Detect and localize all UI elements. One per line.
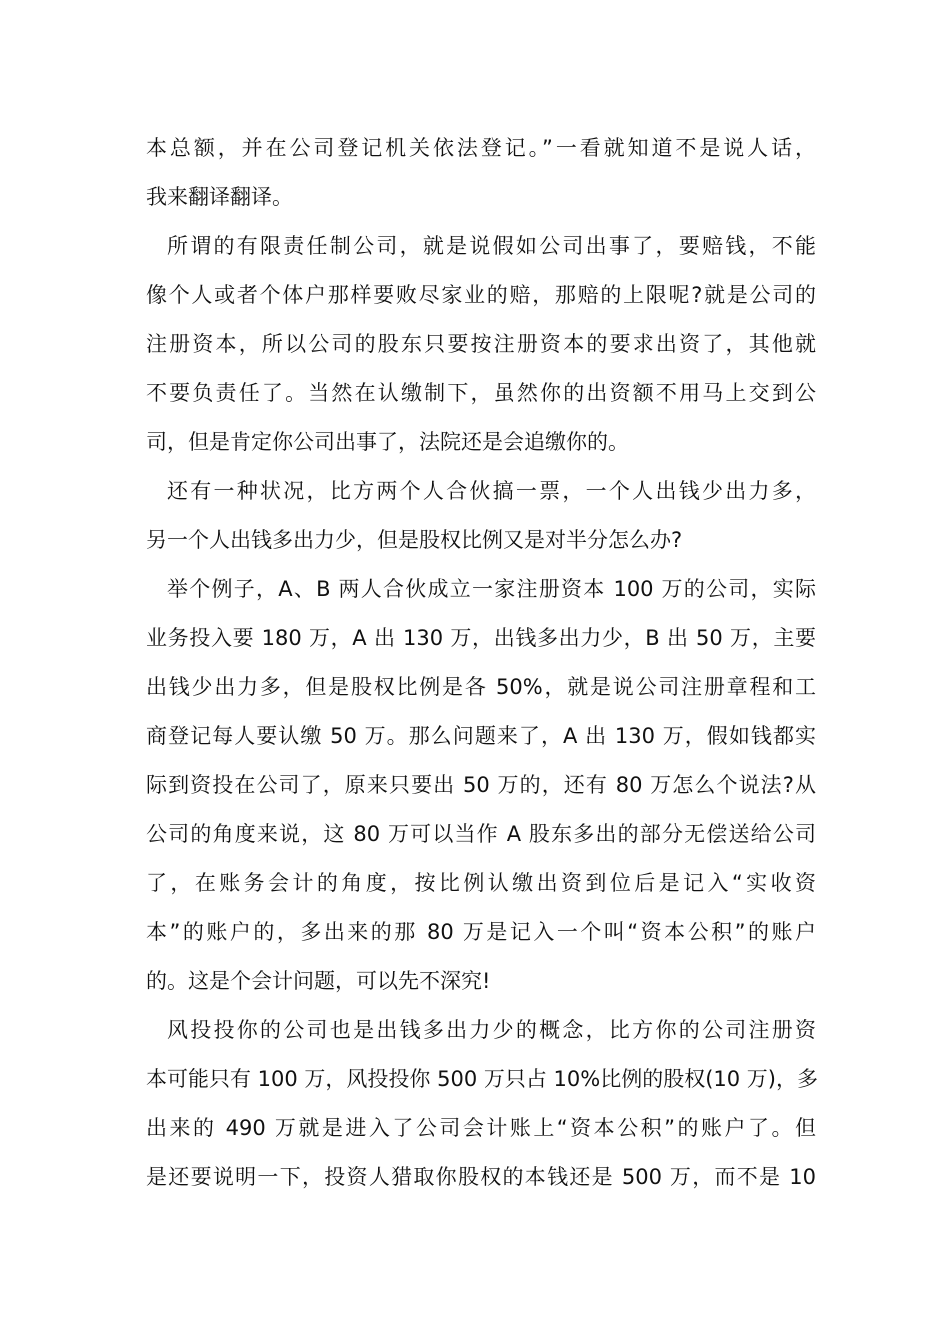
text-line: 另一个人出钱多出力少，但是股权比例又是对半分怎么办? [146,528,683,552]
text-line: 商登记每人要认缴 50 万。那么问题来了，A 出 130 万，假如钱都实 [146,724,816,748]
text-line: 出钱少出力多，但是股权比例是各 50%，就是说公司注册章程和工 [146,675,816,699]
text-line: 司，但是肯定你公司出事了，法院还是会追缴你的。 [146,430,629,454]
paragraph-first-line: 还有一种状况，比方两个人合伙搞一票，一个人出钱少出力多， [167,479,816,503]
paragraph-first-line: 所谓的有限责任制公司，就是说假如公司出事了，要赔钱，不能 [167,234,816,258]
text-line: 本总额，并在公司登记机关依法登记。”一看就知道不是说人话， [146,136,816,160]
paragraph-first-line: 风投投你的公司也是出钱多出力少的概念，比方你的公司注册资 [167,1018,816,1042]
text-line: 际到资投在公司了，原来只要出 50 万的，还有 80 万怎么个说法?从 [146,773,816,797]
text-line: 业务投入要 180 万，A 出 130 万，出钱多出力少，B 出 50 万，主要 [146,626,816,650]
text-line: 像个人或者个体户那样要败尽家业的赔，那赔的上限呢?就是公司的 [146,283,816,307]
text-line: 注册资本，所以公司的股东只要按注册资本的要求出资了，其他就 [146,332,816,356]
text-line: 了，在账务会计的角度，按比例认缴出资到位后是记入“实收资 [146,871,816,895]
text-line: 本”的账户的，多出来的那 80 万是记入一个叫“资本公积”的账户 [146,920,816,944]
text-line: 本可能只有 100 万，风投投你 500 万只占 10%比例的股权(10 万)，多 [146,1067,818,1091]
text-line: 不要负责任了。当然在认缴制下，虽然你的出资额不用马上交到公 [146,381,816,405]
paragraph-first-line: 举个例子，A、B 两人合伙成立一家注册资本 100 万的公司，实际 [167,577,816,601]
text-line: 的。这是个会计问题，可以先不深究! [146,969,491,993]
text-line: 公司的角度来说，这 80 万可以当作 A 股东多出的部分无偿送给公司 [146,822,816,846]
text-line: 是还要说明一下，投资人猎取你股权的本钱还是 500 万，而不是 10 [146,1165,816,1189]
document-body [146,124,816,1202]
text-line: 出来的 490 万就是进入了公司会计账上“资本公积”的账户了。但 [146,1116,816,1140]
text-line: 我来翻译翻译。 [146,185,293,209]
